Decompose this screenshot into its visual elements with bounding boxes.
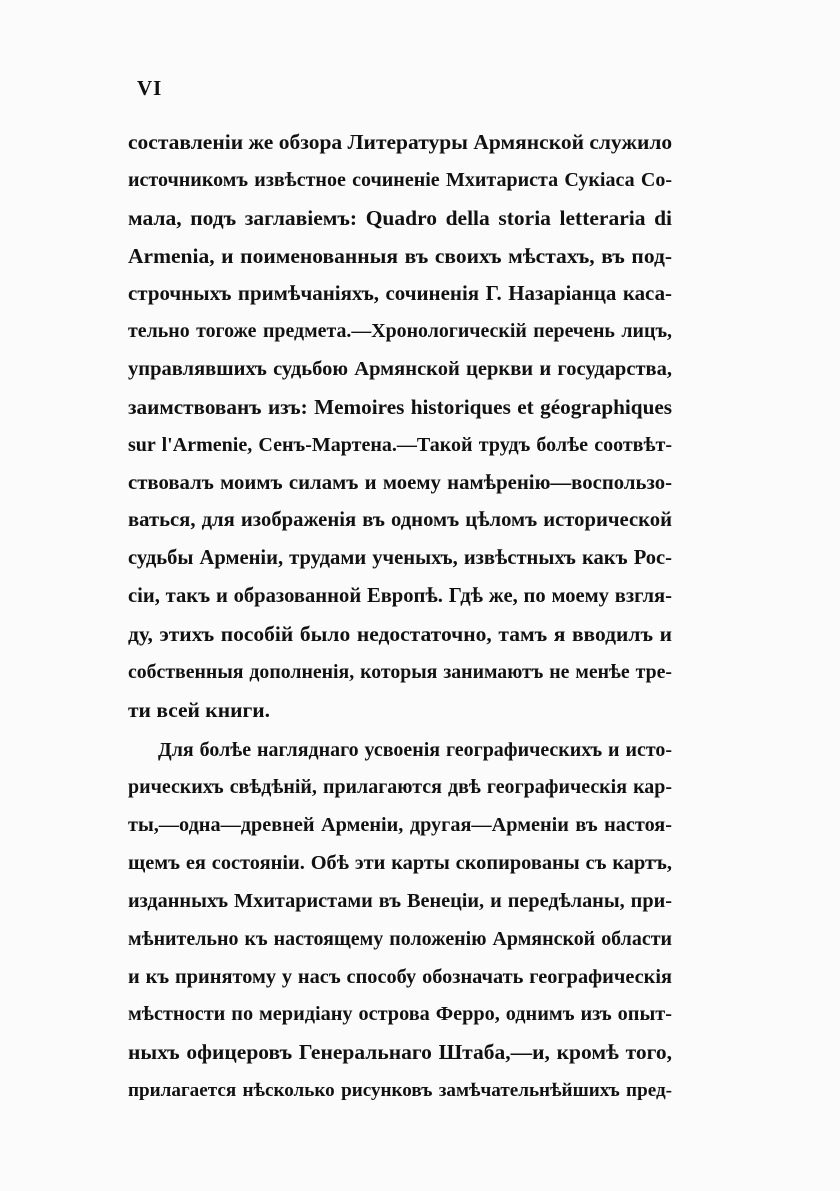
paragraph-2 — [128, 732, 672, 1110]
text-line: ваться, для изображенія въ одномъ цѣломъ исторической — [128, 509, 672, 532]
text-line: рическихъ свѣдѣній, прилагаются двѣ географическія кар- — [128, 776, 672, 799]
text-line: мала, подъ заглавіемъ: Quadro della storia letteraria di — [128, 205, 672, 230]
text-line: источникомъ извѣстное сочиненіе Мхитариста Сукіаса Со- — [128, 168, 672, 191]
text-line: Для болѣе нагляднаго усвоенія географическихъ и исто- — [158, 738, 672, 761]
text-line: щемъ ея состояніи. Обѣ эти карты скопированы съ картъ, — [128, 852, 672, 875]
text-line: мѣнительно къ настоящему положенію Армянской области — [128, 927, 672, 950]
text-line: Armenia, и поименованныя въ своихъ мѣстахъ, въ под- — [128, 243, 672, 268]
text-line: тельно тогоже предмета.—Хронологическій перечень лицъ, — [128, 320, 672, 343]
text-line: управлявшихъ судьбою Армянской церкви и государства, — [128, 358, 672, 381]
text-line: sur l'Armenie, Сенъ-Мартена.—Такой трудъ болѣе соотвѣт- — [128, 433, 672, 456]
text-line: судьбы Арменіи, трудами ученыхъ, извѣстныхъ какъ Рос- — [128, 547, 672, 570]
page-number: VI — [137, 76, 163, 100]
text-line: ду, этихъ пособій было недостаточно, тамъ я вводилъ и — [128, 621, 672, 646]
text-line: сіи, такъ и образованной Европѣ. Гдѣ же, по моему взгля- — [128, 585, 672, 608]
text-line: мѣстности по меридіану острова Ферро, однимъ изъ опыт- — [128, 1003, 672, 1026]
text-line: и къ принятому у насъ способу обозначать географическія — [128, 965, 672, 988]
text-line: заимствованъ изъ: Memoires historiques et géographiques — [128, 394, 672, 419]
text-line: ствовалъ моимъ силамъ и моему намѣренію—воспользо- — [128, 471, 672, 494]
paragraph-1 — [128, 124, 672, 730]
text-line: ты,—одна—древней Арменіи, другая—Арменіи въ настоя- — [128, 814, 672, 837]
text-line: составленіи же обзора Литературы Армянской служило — [128, 130, 673, 154]
text-line: строчныхъ примѣчаніяхъ, сочиненія Г. Назаріанца каса- — [128, 281, 672, 306]
text-line: прилагается нѣсколько рисунковъ замѣчательнѣйшихъ пред- — [128, 1080, 672, 1102]
text-line: ти всей книги. — [128, 697, 270, 722]
text-line: ныхъ офицеровъ Генеральнаго Штаба,—и, кромѣ того, — [128, 1040, 672, 1065]
page-text — [128, 124, 672, 1110]
text-line: собственныя дополненія, которыя занимаютъ не менѣе тре- — [128, 660, 672, 683]
text-line: изданныхъ Мхитаристами въ Венеціи, и передѣланы, при- — [128, 889, 672, 912]
